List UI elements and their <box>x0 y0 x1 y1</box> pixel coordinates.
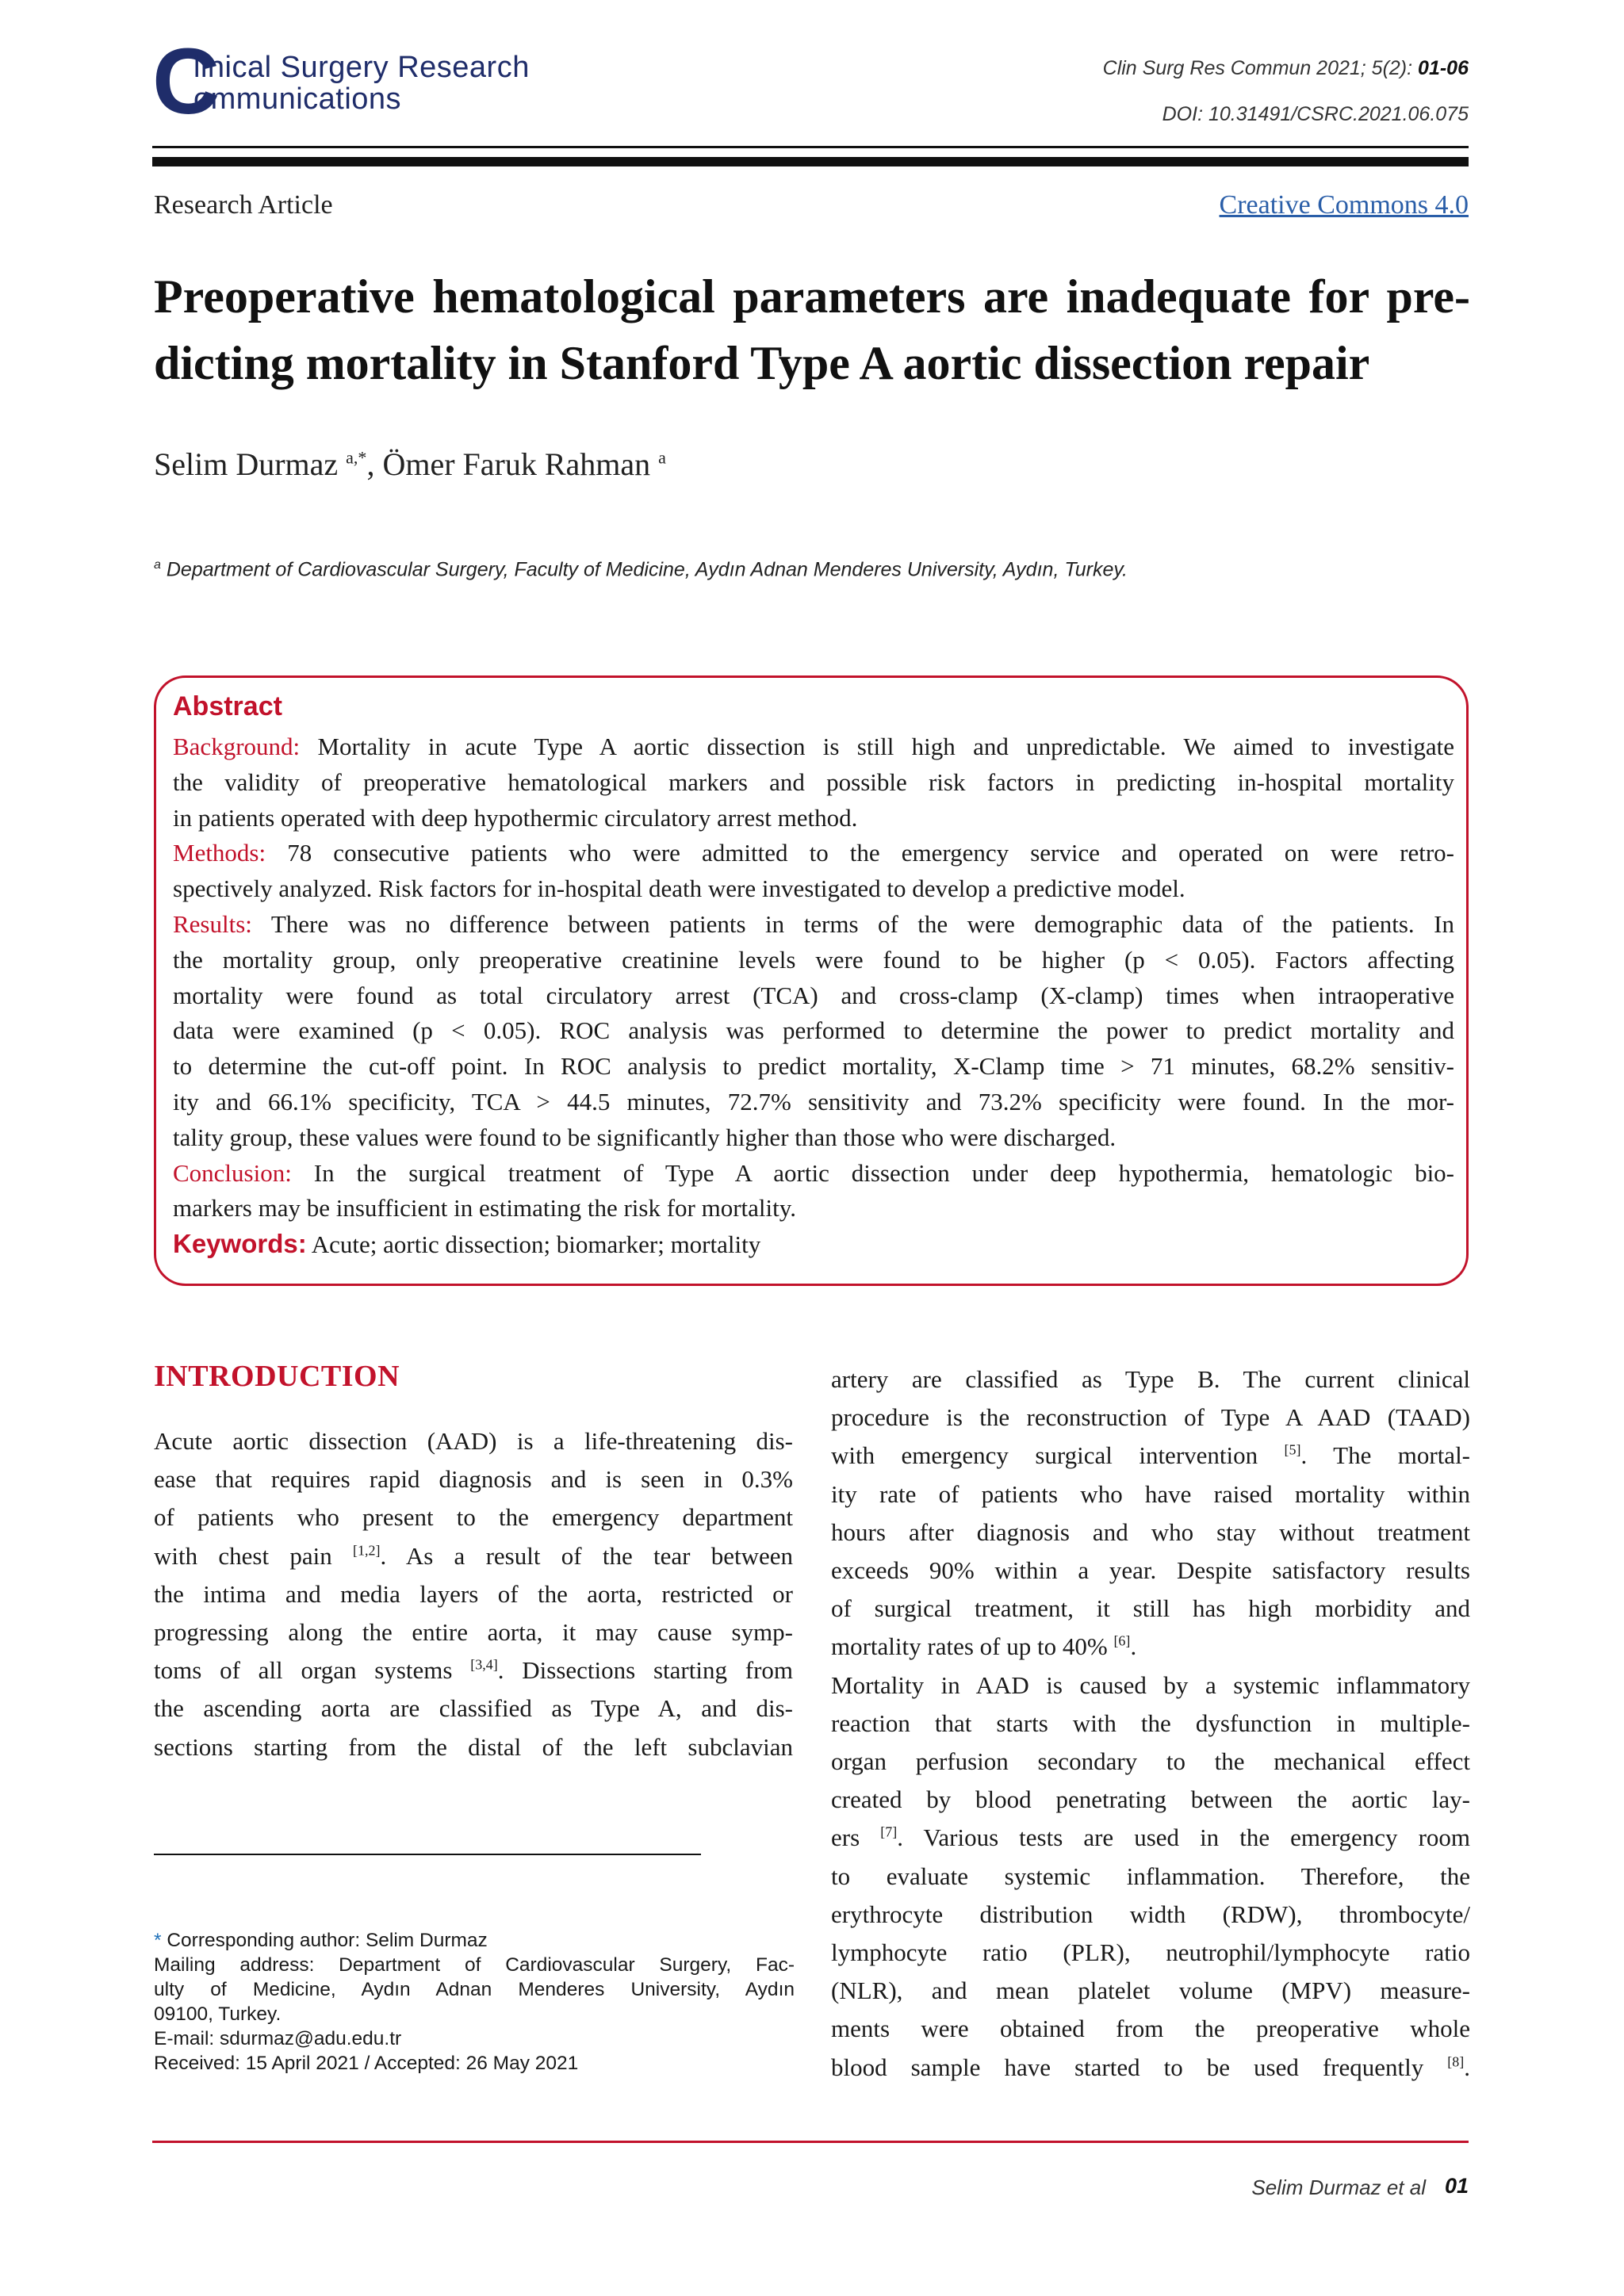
body-line: Mortality in AAD is caused by a systemic inflammatory <box>831 1670 1470 1699</box>
body-line: of patients who present to the emergency department <box>154 1503 793 1532</box>
footnote-rule <box>154 1854 701 1855</box>
abstract-line: markers may be insufficient in estimating the risk for mortality. <box>173 1194 797 1223</box>
body-text: . Various tests are used in the emergency room <box>897 1823 1471 1852</box>
body-text: . As a result of the tear between <box>380 1541 793 1570</box>
citation-pages: 01-06 <box>1418 57 1469 79</box>
abstract-line: in patients operated with deep hypothermic circulatory arrest method. <box>173 803 858 832</box>
affiliation-text: Department of Cardiovascular Surgery, Faculty of Medicine, Aydın Adnan Menderes University, Aydın, Turkey. <box>166 558 1128 581</box>
body-line: the intima and media layers of the aorta, restricted or <box>154 1579 793 1608</box>
body-line: exceeds 90% within a year. Despite satisfactory results <box>831 1556 1470 1585</box>
footnote-dates: Received: 15 April 2021 / Accepted: 26 May 2021 <box>154 2053 579 2074</box>
citation-ref[interactable]: [5] <box>1284 1442 1301 1459</box>
footnote-email[interactable]: E-mail: sdurmaz@adu.edu.tr <box>154 2028 402 2049</box>
author-affiliation-mark: a <box>658 447 666 468</box>
keywords-line <box>173 1226 1454 1263</box>
abstract-line <box>173 729 1454 765</box>
citation-ref[interactable]: [3,4] <box>470 1656 498 1673</box>
body-line: of surgical treatment, it still has high morbidity and <box>831 1594 1470 1623</box>
logo-line-2: ommunications <box>193 82 402 116</box>
header-rule-thick <box>152 157 1469 166</box>
corresponding-author: Corresponding author: Selim Durmaz <box>167 1930 488 1951</box>
abstract-line: tality group, these values were found to be significantly higher than those who were discharged. <box>173 1123 1116 1151</box>
abstract-text: Mortality in acute Type A aortic dissection is still high and unpredictable. We aimed to investigate <box>317 733 1455 760</box>
abstract-line: mortality were found as total circulatory arrest (TCA) and cross-clamp (X-clamp) times when intraoperative <box>173 981 1454 1009</box>
citation-ref[interactable]: [1,2] <box>353 1542 381 1559</box>
author-name: Ömer Faruk Rahman <box>382 446 651 482</box>
abstract-line <box>173 1156 1454 1192</box>
background-label: Background: <box>173 733 301 760</box>
footnote-line: 09100, Turkey. <box>154 2003 282 2025</box>
abstract-line: ity and 66.1% specificity, TCA > 44.5 minutes, 72.7% sensitivity and 73.2% specificity were found. In the mor- <box>173 1087 1454 1115</box>
affiliation <box>154 558 1128 581</box>
keywords-text: Acute; aortic dissection; biomarker; mortality <box>311 1230 761 1259</box>
body-text: with chest pain <box>154 1541 332 1570</box>
body-line: to evaluate systemic inflammation. Therefore, the <box>831 1862 1470 1890</box>
authors <box>154 446 666 483</box>
body-line <box>831 1628 1470 1666</box>
footnote-line <box>154 1928 795 1953</box>
doi: DOI: 10.31491/CSRC.2021.06.075 <box>1162 103 1469 125</box>
body-line <box>154 1537 793 1575</box>
conclusion-label: Conclusion: <box>173 1158 292 1187</box>
logo-line-1: linical Surgery Research <box>193 51 530 84</box>
body-text: mortality rates of up to 40% <box>831 1632 1108 1661</box>
body-line: hours after diagnosis and who stay without treatment <box>831 1517 1470 1546</box>
body-text: toms of all organ systems <box>154 1656 453 1685</box>
abstract-line: the validity of preoperative hematological markers and possible risk factors in predicting in-hospital mortality <box>173 767 1454 796</box>
abstract-body <box>173 729 1454 1263</box>
keywords-label: Keywords: <box>173 1229 307 1259</box>
body-line: the ascending aorta are classified as Type A, and dis- <box>154 1694 793 1723</box>
body-line: sections starting from the distal of the left subclavian <box>154 1732 793 1761</box>
asterisk-icon: * <box>154 1930 162 1951</box>
footer-rule <box>152 2141 1469 2143</box>
body-line <box>831 1437 1470 1475</box>
body-line: Acute aortic dissection (AAD) is a life-threatening dis- <box>154 1427 793 1455</box>
body-line: erythrocyte distribution width (RDW), thrombocyte/ <box>831 1900 1470 1928</box>
methods-label: Methods: <box>173 839 266 867</box>
body-line: artery are classified as Type B. The current clinical <box>831 1365 1470 1393</box>
footnote-line: ulty of Medicine, Aydın Adnan Menderes University, Aydın <box>154 1979 795 2000</box>
abstract-line: data were examined (p < 0.05). ROC analysis was performed to determine the power to predict mortality and <box>173 1016 1454 1045</box>
body-column-left <box>154 1422 793 1766</box>
citation-ref[interactable]: [7] <box>880 1824 898 1841</box>
abstract-text: There was no difference between patients in terms of the were demographic data of the patients. In <box>270 909 1454 938</box>
journal-citation <box>1103 57 1469 80</box>
footnote-line: Mailing address: Department of Cardiovascular Surgery, Fac- <box>154 1954 795 1976</box>
citation-prefix: Clin Surg Res Commun 2021; 5(2): <box>1102 57 1413 79</box>
abstract-line: spectively analyzed. Risk factors for in-hospital death were investigated to develop a predictive model. <box>173 874 1185 903</box>
body-text: . <box>1464 2053 1470 2081</box>
body-line <box>154 1651 793 1689</box>
author-separator: , <box>366 446 375 482</box>
abstract-line: the mortality group, only preoperative creatinine levels were found to be higher (p < 0.05). Factors affecting <box>173 945 1454 974</box>
affiliation-mark: a <box>154 558 161 572</box>
journal-logo <box>152 29 565 134</box>
body-line <box>831 2049 1470 2087</box>
footer-running-author: Selim Durmaz et al <box>1251 2175 1426 2199</box>
page-number: 01 <box>1444 2174 1469 2198</box>
body-text: blood sample have started to be used frequently <box>831 2053 1424 2081</box>
citation-ref[interactable]: [6] <box>1113 1633 1131 1650</box>
body-text: with emergency surgical intervention <box>831 1441 1258 1470</box>
abstract-line <box>173 836 1454 871</box>
results-label: Results: <box>173 909 252 938</box>
header-rule-thin <box>152 146 1469 148</box>
logo-big-letter: C <box>152 29 220 134</box>
body-line: organ perfusion secondary to the mechanical effect <box>831 1747 1470 1776</box>
body-line: ease that requires rapid diagnosis and is seen in 0.3% <box>154 1465 793 1494</box>
body-line: procedure is the reconstruction of Type A AAD (TAAD) <box>831 1403 1470 1432</box>
body-line <box>831 1819 1470 1857</box>
citation-ref[interactable]: [8] <box>1447 2053 1465 2070</box>
body-line: (NLR), and mean platelet volume (MPV) measure- <box>831 1976 1470 2005</box>
section-heading-introduction: INTRODUCTION <box>154 1360 400 1393</box>
body-text: ers <box>831 1823 860 1852</box>
body-line: ity rate of patients who have raised mortality within <box>831 1479 1470 1508</box>
abstract-heading: Abstract <box>173 691 282 721</box>
abstract-line: to determine the cut-off point. In ROC analysis to predict mortality, X-Clamp time > 71 minutes, 68.2% sensitiv- <box>173 1052 1454 1081</box>
body-line: created by blood penetrating between the aortic lay- <box>831 1785 1470 1814</box>
body-line: reaction that starts with the dysfunction in multiple- <box>831 1709 1470 1737</box>
body-line: lymphocyte ratio (PLR), neutrophil/lymphocyte ratio <box>831 1938 1470 1967</box>
body-text: . <box>1130 1632 1137 1661</box>
body-line: progressing along the entire aorta, it may cause symp- <box>154 1618 793 1647</box>
body-text: . The mortal- <box>1300 1441 1470 1470</box>
abstract-text: In the surgical treatment of Type A aortic dissection under deep hypothermia, hematologic bio- <box>313 1158 1455 1187</box>
body-text: . Dissections starting from <box>497 1656 794 1685</box>
title-line-2: dicting mortality in Stanford Type A aortic dissection repair <box>154 337 1370 389</box>
body-column-right <box>831 1360 1470 2087</box>
license-link[interactable]: Creative Commons 4.0 <box>1219 190 1469 220</box>
article-type: Research Article <box>154 190 333 220</box>
article-title <box>154 263 1470 396</box>
author-affiliation-mark: a,* <box>346 447 367 468</box>
abstract-line <box>173 907 1454 943</box>
title-line-1: Preoperative hematological parameters are inadequate for pre- <box>154 270 1470 323</box>
author-name: Selim Durmaz <box>154 446 339 482</box>
corresponding-author-note <box>154 1928 795 2076</box>
abstract-text: 78 consecutive patients who were admitted to the emergency service and operated on were retro- <box>287 839 1454 867</box>
body-line: ments were obtained from the preoperative whole <box>831 2015 1470 2043</box>
